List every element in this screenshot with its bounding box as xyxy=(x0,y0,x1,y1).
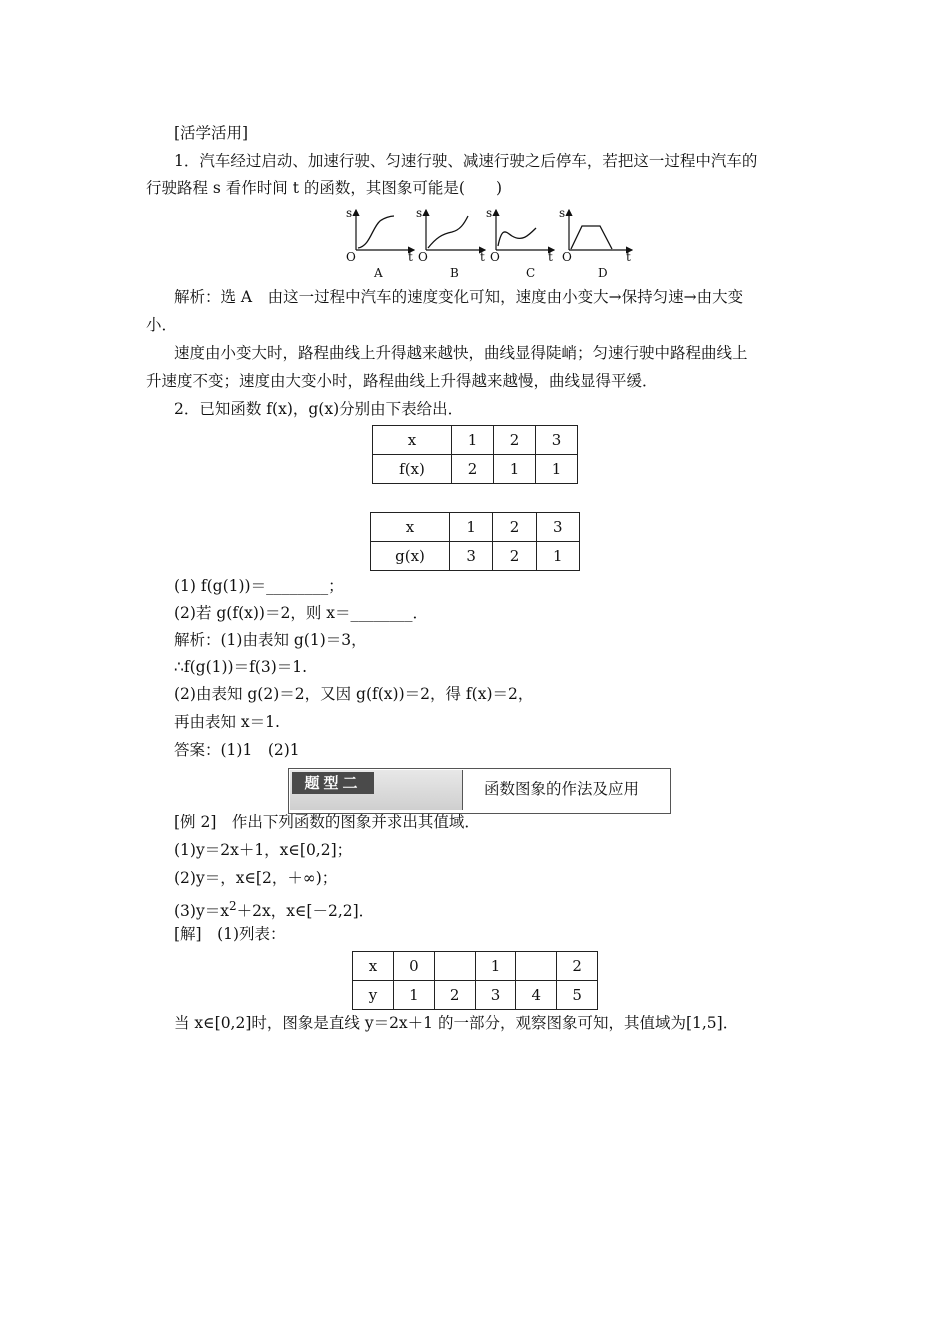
curve-a xyxy=(358,216,394,248)
axis-t-d: t xyxy=(626,250,631,264)
axis-t-a: t xyxy=(408,250,413,264)
table-cell: 2 xyxy=(452,455,494,484)
origin-c: O xyxy=(490,250,500,264)
table-cell: 1 xyxy=(452,426,494,455)
table-row xyxy=(373,426,578,455)
axis-t-c: t xyxy=(548,250,553,264)
q1-analysis-2: 小． xyxy=(146,316,178,334)
example-item-3 xyxy=(174,896,374,921)
question-1-line-1: 1．汽车经过启动、加速行驶、匀速行驶、减速行驶之后停车，若把这一过程中汽车的 xyxy=(174,152,758,170)
table-cell: 2 xyxy=(557,952,598,981)
table-cell: x xyxy=(371,513,450,542)
example-item-3-exponent: 2 xyxy=(228,899,237,913)
table-cell xyxy=(516,952,557,981)
table-cell: f(x) xyxy=(373,455,452,484)
q2-analysis-1: 解析：(1)由表知 g(1)＝3， xyxy=(174,631,367,649)
graph-label-a: A xyxy=(374,266,383,280)
curve-b xyxy=(428,216,468,248)
banner-title: 函数图象的作法及应用 xyxy=(484,780,640,798)
q1-analysis-3: 速度由小变大时，路程曲线上升得越来越快，曲线显得陡峭；匀速行驶中路程曲线上 xyxy=(174,344,748,362)
table-cell: 1 xyxy=(450,513,493,542)
table-cell: 4 xyxy=(516,981,557,1010)
section-banner xyxy=(288,768,671,814)
q2-analysis-3: (2)由表知 g(2)＝2，又因 g(f(x))＝2，得 f(x)＝2， xyxy=(174,685,534,703)
banner-tag-label: 题型二 xyxy=(292,772,374,794)
graph-d xyxy=(569,210,632,250)
axis-t-b: t xyxy=(480,250,485,264)
table-row xyxy=(353,952,598,981)
table-cell: 2 xyxy=(494,426,536,455)
graph-c xyxy=(496,210,554,250)
table-f xyxy=(372,425,578,484)
graph-label-b: B xyxy=(450,266,459,280)
question-1-line-2: 行驶路程 s 看作时间 t 的函数，其图象可能是( ) xyxy=(146,179,502,197)
solution-conclusion: 当 x∈[0,2]时，图象是直线 y＝2x＋1 的一部分，观察图象可知，其值域为[1,5]． xyxy=(174,1014,739,1032)
table-cell: 3 xyxy=(536,426,578,455)
curve-c xyxy=(498,228,536,246)
curve-d xyxy=(571,226,612,249)
table-cell: 1 xyxy=(494,455,536,484)
graph-a xyxy=(356,210,414,250)
graph-b xyxy=(426,210,485,250)
example-title: [例 2] 作出下列函数的图象并求出其值域． xyxy=(174,813,480,831)
table-cell: 1 xyxy=(536,455,578,484)
axis-s-b: s xyxy=(416,206,423,220)
origin-b: O xyxy=(418,250,428,264)
table-cell: g(x) xyxy=(371,542,450,571)
axis-s-d: s xyxy=(559,206,566,220)
section-header: [活学活用] xyxy=(174,124,249,142)
table-xy xyxy=(352,951,598,1010)
table-row xyxy=(353,981,598,1010)
table-cell: 2 xyxy=(493,542,536,571)
table-cell: 3 xyxy=(450,542,493,571)
table-cell: 1 xyxy=(536,542,579,571)
table-cell: y xyxy=(353,981,394,1010)
table-row xyxy=(371,542,580,571)
table-row xyxy=(373,455,578,484)
example-item-3-part-a: (3)y＝x xyxy=(174,902,229,921)
graph-label-c: C xyxy=(526,266,536,280)
q2-analysis-2: ∴f(g(1))＝f(3)＝1. xyxy=(174,658,308,676)
table-cell: x xyxy=(373,426,452,455)
table-cell: 3 xyxy=(475,981,516,1010)
q2-answer: 答案：(1)1 (2)1 xyxy=(174,741,300,759)
origin-d: O xyxy=(562,250,572,264)
origin-a: O xyxy=(346,250,356,264)
q2-part-2: (2)若 g(f(x))＝2，则 x＝________． xyxy=(174,604,429,622)
table-cell: 0 xyxy=(394,952,435,981)
table-cell: 2 xyxy=(434,981,475,1010)
example-item-3-part-b: ＋2x，x∈[－2,2]． xyxy=(236,902,375,921)
axis-s-c: s xyxy=(486,206,493,220)
table-cell: 5 xyxy=(557,981,598,1010)
graph-label-d: D xyxy=(598,266,608,280)
table-cell xyxy=(434,952,475,981)
motion-graphs xyxy=(342,206,642,290)
q2-analysis-4: 再由表知 x＝1. xyxy=(174,713,280,731)
table-cell: x xyxy=(353,952,394,981)
example-item-2: (2)y＝，x∈[2，＋∞)； xyxy=(174,869,338,887)
table-cell: 1 xyxy=(475,952,516,981)
q2-part-1: (1) f(g(1))＝________； xyxy=(174,577,344,595)
question-2-intro: 2．已知函数 f(x)，g(x)分别由下表给出． xyxy=(174,400,464,418)
example-item-1: (1)y＝2x＋1，x∈[0,2]； xyxy=(174,841,353,859)
table-row xyxy=(371,513,580,542)
table-cell: 2 xyxy=(493,513,536,542)
table-cell: 3 xyxy=(536,513,579,542)
axis-s-a: s xyxy=(346,206,353,220)
table-cell: 1 xyxy=(394,981,435,1010)
banner-tag xyxy=(290,770,463,810)
q1-analysis-4: 升速度不变；速度由大变小时，路程曲线上升得越来越慢，曲线显得平缓． xyxy=(146,372,658,390)
solution-intro: [解] (1)列表： xyxy=(174,925,286,943)
q1-analysis-1: 解析：选 A 由这一过程中汽车的速度变化可知，速度由小变大→保持匀速→由大变 xyxy=(174,288,744,306)
table-g xyxy=(370,512,580,571)
